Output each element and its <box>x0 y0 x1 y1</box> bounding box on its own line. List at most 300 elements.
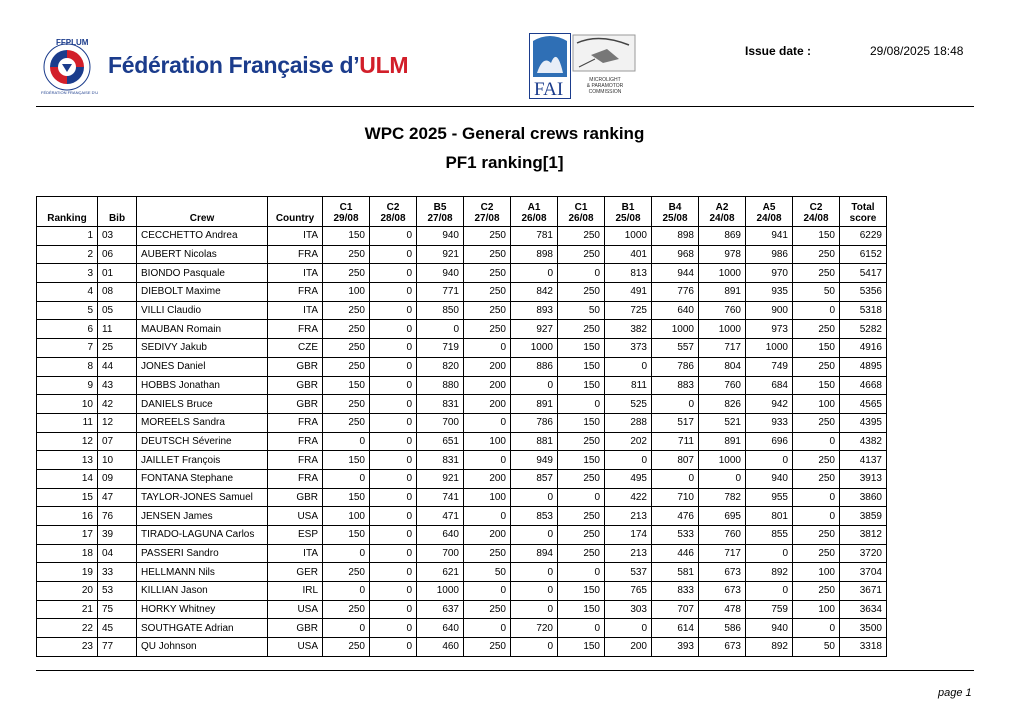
table-cell: 0 <box>323 544 370 563</box>
table-row <box>37 395 887 414</box>
table-cell: 19 <box>37 563 98 582</box>
table-cell: 50 <box>464 563 511 582</box>
column-header-line1: B4 <box>668 202 682 213</box>
table-cell: 921 <box>417 245 464 264</box>
table-cell: 250 <box>793 245 840 264</box>
table-cell: USA <box>268 638 323 657</box>
table-cell: 749 <box>746 357 793 376</box>
table-cell: 250 <box>464 227 511 246</box>
table-row <box>37 507 887 526</box>
table-cell: 422 <box>605 488 652 507</box>
table-cell: SOUTHGATE Adrian <box>137 619 268 638</box>
table-cell: 0 <box>370 339 417 358</box>
table-cell: JONES Daniel <box>137 357 268 376</box>
table-cell: 933 <box>746 413 793 432</box>
table-cell: 200 <box>464 526 511 545</box>
table-cell: 717 <box>699 544 746 563</box>
table-cell: 4382 <box>840 432 887 451</box>
table-cell: 831 <box>417 451 464 470</box>
table-cell: 696 <box>746 432 793 451</box>
table-cell: 15 <box>37 488 98 507</box>
table-row <box>37 638 887 657</box>
table-body <box>37 227 887 657</box>
table-cell: 891 <box>699 432 746 451</box>
table-cell: 880 <box>417 376 464 395</box>
table-cell: 150 <box>558 582 605 601</box>
logo-ring-sub: FÉDÉRATION FRANÇAISE D'ULM <box>41 90 98 95</box>
table-cell: 150 <box>558 376 605 395</box>
table-row <box>37 563 887 582</box>
table-cell: 20 <box>37 582 98 601</box>
table-cell: 250 <box>793 469 840 488</box>
table-cell: 250 <box>793 526 840 545</box>
table-cell: 13 <box>37 451 98 470</box>
table-cell: 150 <box>793 339 840 358</box>
table-cell: 150 <box>558 451 605 470</box>
column-header-line2: Ranking <box>47 213 87 224</box>
table-cell: 891 <box>511 395 558 414</box>
table-cell: 21 <box>37 600 98 619</box>
table-cell: HOBBS Jonathan <box>137 376 268 395</box>
column-header <box>558 197 605 227</box>
column-header-line2: 24/08 <box>756 213 782 224</box>
table-cell: 986 <box>746 245 793 264</box>
table-cell: JENSEN James <box>137 507 268 526</box>
table-cell: 250 <box>558 245 605 264</box>
column-header <box>793 197 840 227</box>
table-cell: 0 <box>370 451 417 470</box>
table-cell: 940 <box>417 264 464 283</box>
table-cell: 640 <box>417 619 464 638</box>
table-cell: 5356 <box>840 283 887 302</box>
table-cell: IRL <box>268 582 323 601</box>
table-cell: 202 <box>605 432 652 451</box>
table-cell: 0 <box>323 469 370 488</box>
table-cell: 200 <box>464 395 511 414</box>
table-cell: 1000 <box>699 320 746 339</box>
table-cell: 813 <box>605 264 652 283</box>
table-cell: 0 <box>511 526 558 545</box>
table-cell: 0 <box>558 488 605 507</box>
table-cell: 0 <box>793 619 840 638</box>
fai-commission-3: COMMISSION <box>588 89 622 95</box>
column-header-line2: Crew <box>189 213 215 224</box>
table-cell: 53 <box>98 582 137 601</box>
table-cell: 940 <box>746 469 793 488</box>
table-cell: 833 <box>652 582 699 601</box>
table-cell: 04 <box>98 544 137 563</box>
table-cell: 0 <box>746 451 793 470</box>
table-cell: 0 <box>746 544 793 563</box>
table-cell: 891 <box>699 283 746 302</box>
table-cell: 0 <box>793 432 840 451</box>
table-cell: 06 <box>98 245 137 264</box>
column-header-line2: 28/08 <box>380 213 406 224</box>
table-cell: 250 <box>793 582 840 601</box>
column-header-line2: 25/08 <box>662 213 688 224</box>
column-header-line2: 24/08 <box>709 213 735 224</box>
table-row <box>37 488 887 507</box>
table-cell: 614 <box>652 619 699 638</box>
table-cell: 10 <box>37 395 98 414</box>
table-cell: 2 <box>37 245 98 264</box>
column-header <box>652 197 699 227</box>
table-cell: 0 <box>464 582 511 601</box>
table-cell: 491 <box>605 283 652 302</box>
table-cell: 719 <box>417 339 464 358</box>
table-cell: 288 <box>605 413 652 432</box>
table-cell: 5282 <box>840 320 887 339</box>
column-header <box>840 197 887 227</box>
table-cell: 804 <box>699 357 746 376</box>
table-cell: 786 <box>511 413 558 432</box>
column-header-line2: 29/08 <box>333 213 359 224</box>
table-cell: 3720 <box>840 544 887 563</box>
table-cell: 250 <box>558 227 605 246</box>
table-cell: 898 <box>652 227 699 246</box>
table-cell: 3500 <box>840 619 887 638</box>
table-cell: 150 <box>558 600 605 619</box>
table-cell: 14 <box>37 469 98 488</box>
table-cell: 6152 <box>840 245 887 264</box>
table-cell: 0 <box>511 600 558 619</box>
table-cell: 927 <box>511 320 558 339</box>
table-cell: HORKY Whitney <box>137 600 268 619</box>
table-cell: 250 <box>323 339 370 358</box>
org-name-accent: ULM <box>359 52 409 78</box>
table-cell: GBR <box>268 376 323 395</box>
table-cell: 0 <box>370 301 417 320</box>
table-cell: 250 <box>793 544 840 563</box>
table-cell: 250 <box>323 320 370 339</box>
table-cell: 45 <box>98 619 137 638</box>
table-cell: 0 <box>746 582 793 601</box>
table-cell: 720 <box>511 619 558 638</box>
table-cell: 250 <box>464 301 511 320</box>
table-cell: 250 <box>323 563 370 582</box>
column-header <box>137 197 268 227</box>
table-cell: 921 <box>417 469 464 488</box>
table-cell: 0 <box>511 563 558 582</box>
table-cell: 43 <box>98 376 137 395</box>
table-cell: 711 <box>652 432 699 451</box>
footer-divider <box>36 670 974 671</box>
table-cell: 0 <box>464 451 511 470</box>
table-cell: KILLIAN Jason <box>137 582 268 601</box>
table-cell: 537 <box>605 563 652 582</box>
table-cell: 944 <box>652 264 699 283</box>
table-row <box>37 376 887 395</box>
table-cell: 886 <box>511 357 558 376</box>
table-cell: 18 <box>37 544 98 563</box>
table-cell: 0 <box>370 469 417 488</box>
table-cell: 955 <box>746 488 793 507</box>
table-cell: JAILLET François <box>137 451 268 470</box>
column-header-line2: 26/08 <box>521 213 547 224</box>
table-cell: 970 <box>746 264 793 283</box>
table-cell: 250 <box>558 544 605 563</box>
table-cell: 811 <box>605 376 652 395</box>
table-cell: 250 <box>323 301 370 320</box>
table-cell: 150 <box>793 227 840 246</box>
table-cell: 760 <box>699 301 746 320</box>
table-cell: 150 <box>323 526 370 545</box>
table-cell: 853 <box>511 507 558 526</box>
org-name <box>108 52 408 79</box>
table-cell: 100 <box>793 563 840 582</box>
column-header-line2: score <box>849 213 877 224</box>
table-cell: ITA <box>268 227 323 246</box>
table-cell: 6 <box>37 320 98 339</box>
page-title: WPC 2025 - General crews ranking <box>364 124 645 143</box>
table-cell: DEUTSCH Séverine <box>137 432 268 451</box>
table-cell: 47 <box>98 488 137 507</box>
column-header-line2: 26/08 <box>568 213 594 224</box>
table-cell: 0 <box>558 563 605 582</box>
table-cell: 707 <box>652 600 699 619</box>
table-cell: 700 <box>417 544 464 563</box>
table-cell: ITA <box>268 301 323 320</box>
table-cell: 303 <box>605 600 652 619</box>
table-cell: QU Johnson <box>137 638 268 657</box>
table-cell: 250 <box>793 264 840 283</box>
column-header-line1: A2 <box>715 202 729 213</box>
table-cell: VILLI Claudio <box>137 301 268 320</box>
table-cell: 0 <box>793 488 840 507</box>
table-cell: 22 <box>37 619 98 638</box>
table-cell: 0 <box>605 451 652 470</box>
table-cell: 1 <box>37 227 98 246</box>
table-cell: 250 <box>793 451 840 470</box>
table-cell: TAYLOR-JONES Samuel <box>137 488 268 507</box>
table-cell: 0 <box>370 432 417 451</box>
table-cell: FRA <box>268 413 323 432</box>
table-cell: 3 <box>37 264 98 283</box>
table-cell: 250 <box>558 469 605 488</box>
table-cell: 781 <box>511 227 558 246</box>
table-cell: 3634 <box>840 600 887 619</box>
table-cell: 250 <box>323 357 370 376</box>
table-cell: 782 <box>699 488 746 507</box>
table-cell: 0 <box>370 320 417 339</box>
fai-text: FAI <box>534 79 564 99</box>
table-cell: 17 <box>37 526 98 545</box>
table-cell: 446 <box>652 544 699 563</box>
table-cell: 471 <box>417 507 464 526</box>
fai-commission-2: & PARAMOTOR <box>586 83 624 89</box>
column-header-line1: A1 <box>527 202 541 213</box>
table-cell: 968 <box>652 245 699 264</box>
table-cell: 0 <box>370 582 417 601</box>
table-cell: 855 <box>746 526 793 545</box>
table-cell: 0 <box>652 395 699 414</box>
table-cell: 200 <box>464 376 511 395</box>
table-cell: GBR <box>268 395 323 414</box>
table-row <box>37 582 887 601</box>
table-cell: FONTANA Stephane <box>137 469 268 488</box>
table-header-row <box>37 197 887 227</box>
table-cell: 869 <box>699 227 746 246</box>
table-cell: 213 <box>605 507 652 526</box>
table-cell: 893 <box>511 301 558 320</box>
table-cell: 44 <box>98 357 137 376</box>
table-cell: 12 <box>37 432 98 451</box>
table-cell: 250 <box>793 357 840 376</box>
table-cell: 0 <box>417 320 464 339</box>
table-cell: 100 <box>464 432 511 451</box>
table-cell: 4895 <box>840 357 887 376</box>
table-cell: 0 <box>511 638 558 657</box>
table-row <box>37 526 887 545</box>
table-cell: 0 <box>370 245 417 264</box>
table-cell: 0 <box>511 488 558 507</box>
table-cell: 150 <box>323 376 370 395</box>
column-header-line1: A5 <box>762 202 776 213</box>
table-cell: 12 <box>98 413 137 432</box>
table-cell: 892 <box>746 638 793 657</box>
table-cell: 892 <box>746 563 793 582</box>
table-cell: 250 <box>793 320 840 339</box>
table-cell: 0 <box>558 395 605 414</box>
table-cell: 586 <box>699 619 746 638</box>
table-cell: 717 <box>699 339 746 358</box>
table-cell: 23 <box>37 638 98 657</box>
table-cell: 857 <box>511 469 558 488</box>
table-row <box>37 413 887 432</box>
table-cell: 6229 <box>840 227 887 246</box>
table-cell: 1000 <box>699 451 746 470</box>
table-cell: MAUBAN Romain <box>137 320 268 339</box>
table-cell: 0 <box>558 619 605 638</box>
table-cell: 460 <box>417 638 464 657</box>
table-cell: 695 <box>699 507 746 526</box>
table-cell: 4 <box>37 283 98 302</box>
table-cell: 1000 <box>746 339 793 358</box>
table-cell: BIONDO Pasquale <box>137 264 268 283</box>
column-header-line2: 27/08 <box>474 213 500 224</box>
table-cell: USA <box>268 507 323 526</box>
table-cell: HELLMANN Nils <box>137 563 268 582</box>
table-cell: 0 <box>323 582 370 601</box>
table-cell: 0 <box>558 264 605 283</box>
table-cell: 42 <box>98 395 137 414</box>
table-row <box>37 301 887 320</box>
table-cell: 16 <box>37 507 98 526</box>
table-cell: 08 <box>98 283 137 302</box>
table-cell: 39 <box>98 526 137 545</box>
table-cell: 0 <box>464 619 511 638</box>
table-cell: 3860 <box>840 488 887 507</box>
table-cell: 759 <box>746 600 793 619</box>
table-cell: 0 <box>370 357 417 376</box>
table-cell: FRA <box>268 245 323 264</box>
table-cell: 50 <box>558 301 605 320</box>
table-cell: 673 <box>699 563 746 582</box>
column-header-line1: C1 <box>574 202 588 213</box>
table-cell: 100 <box>323 283 370 302</box>
table-cell: 250 <box>464 600 511 619</box>
table-cell: 250 <box>464 638 511 657</box>
table-cell: 710 <box>652 488 699 507</box>
table-cell: 07 <box>98 432 137 451</box>
column-header-line1: B1 <box>621 202 635 213</box>
table-cell: 4916 <box>840 339 887 358</box>
table-cell: FRA <box>268 283 323 302</box>
column-header <box>699 197 746 227</box>
table-cell: GBR <box>268 357 323 376</box>
table-cell: FRA <box>268 432 323 451</box>
table-cell: 978 <box>699 245 746 264</box>
table-cell: 150 <box>558 339 605 358</box>
table-row <box>37 357 887 376</box>
table-cell: 3671 <box>840 582 887 601</box>
table-cell: 393 <box>652 638 699 657</box>
column-header-line1: C2 <box>809 202 823 213</box>
table-cell: 5417 <box>840 264 887 283</box>
table-cell: 03 <box>98 227 137 246</box>
table-cell: 557 <box>652 339 699 358</box>
table-cell: 0 <box>464 413 511 432</box>
table-cell: 0 <box>323 619 370 638</box>
table-cell: 1000 <box>699 264 746 283</box>
table-cell: 250 <box>558 507 605 526</box>
column-header <box>746 197 793 227</box>
table-cell: 100 <box>323 507 370 526</box>
table-cell: 250 <box>793 413 840 432</box>
table-cell: 3812 <box>840 526 887 545</box>
table-cell: 0 <box>511 264 558 283</box>
table-cell: 373 <box>605 339 652 358</box>
table-cell: 05 <box>98 301 137 320</box>
table-cell: 521 <box>699 413 746 432</box>
table-row <box>37 245 887 264</box>
table-cell: 250 <box>558 320 605 339</box>
table-cell: 4395 <box>840 413 887 432</box>
table-cell: 765 <box>605 582 652 601</box>
table-cell: 760 <box>699 526 746 545</box>
table-cell: 0 <box>511 582 558 601</box>
issue-date-value: 29/08/2025 18:48 <box>870 44 964 58</box>
table-cell: 150 <box>323 488 370 507</box>
table-cell: USA <box>268 600 323 619</box>
column-header <box>605 197 652 227</box>
column-header-line2: 27/08 <box>427 213 453 224</box>
table-cell: 0 <box>699 469 746 488</box>
table-cell: DANIELS Bruce <box>137 395 268 414</box>
column-header-line1: C1 <box>339 202 353 213</box>
table-cell: 150 <box>793 376 840 395</box>
table-cell: 640 <box>652 301 699 320</box>
table-cell: 150 <box>558 413 605 432</box>
table-cell: 1000 <box>417 582 464 601</box>
table-cell: FRA <box>268 320 323 339</box>
table-cell: 4668 <box>840 376 887 395</box>
table-cell: 0 <box>370 526 417 545</box>
table-cell: 533 <box>652 526 699 545</box>
column-header-line1: C2 <box>386 202 400 213</box>
table-cell: 0 <box>370 283 417 302</box>
table-cell: 0 <box>370 395 417 414</box>
table-cell: 900 <box>746 301 793 320</box>
table-cell: 801 <box>746 507 793 526</box>
table-cell: 25 <box>98 339 137 358</box>
table-cell: 50 <box>793 283 840 302</box>
table-cell: 4137 <box>840 451 887 470</box>
table-cell: GER <box>268 563 323 582</box>
table-cell: FRA <box>268 451 323 470</box>
table-cell: 525 <box>605 395 652 414</box>
table-row <box>37 600 887 619</box>
